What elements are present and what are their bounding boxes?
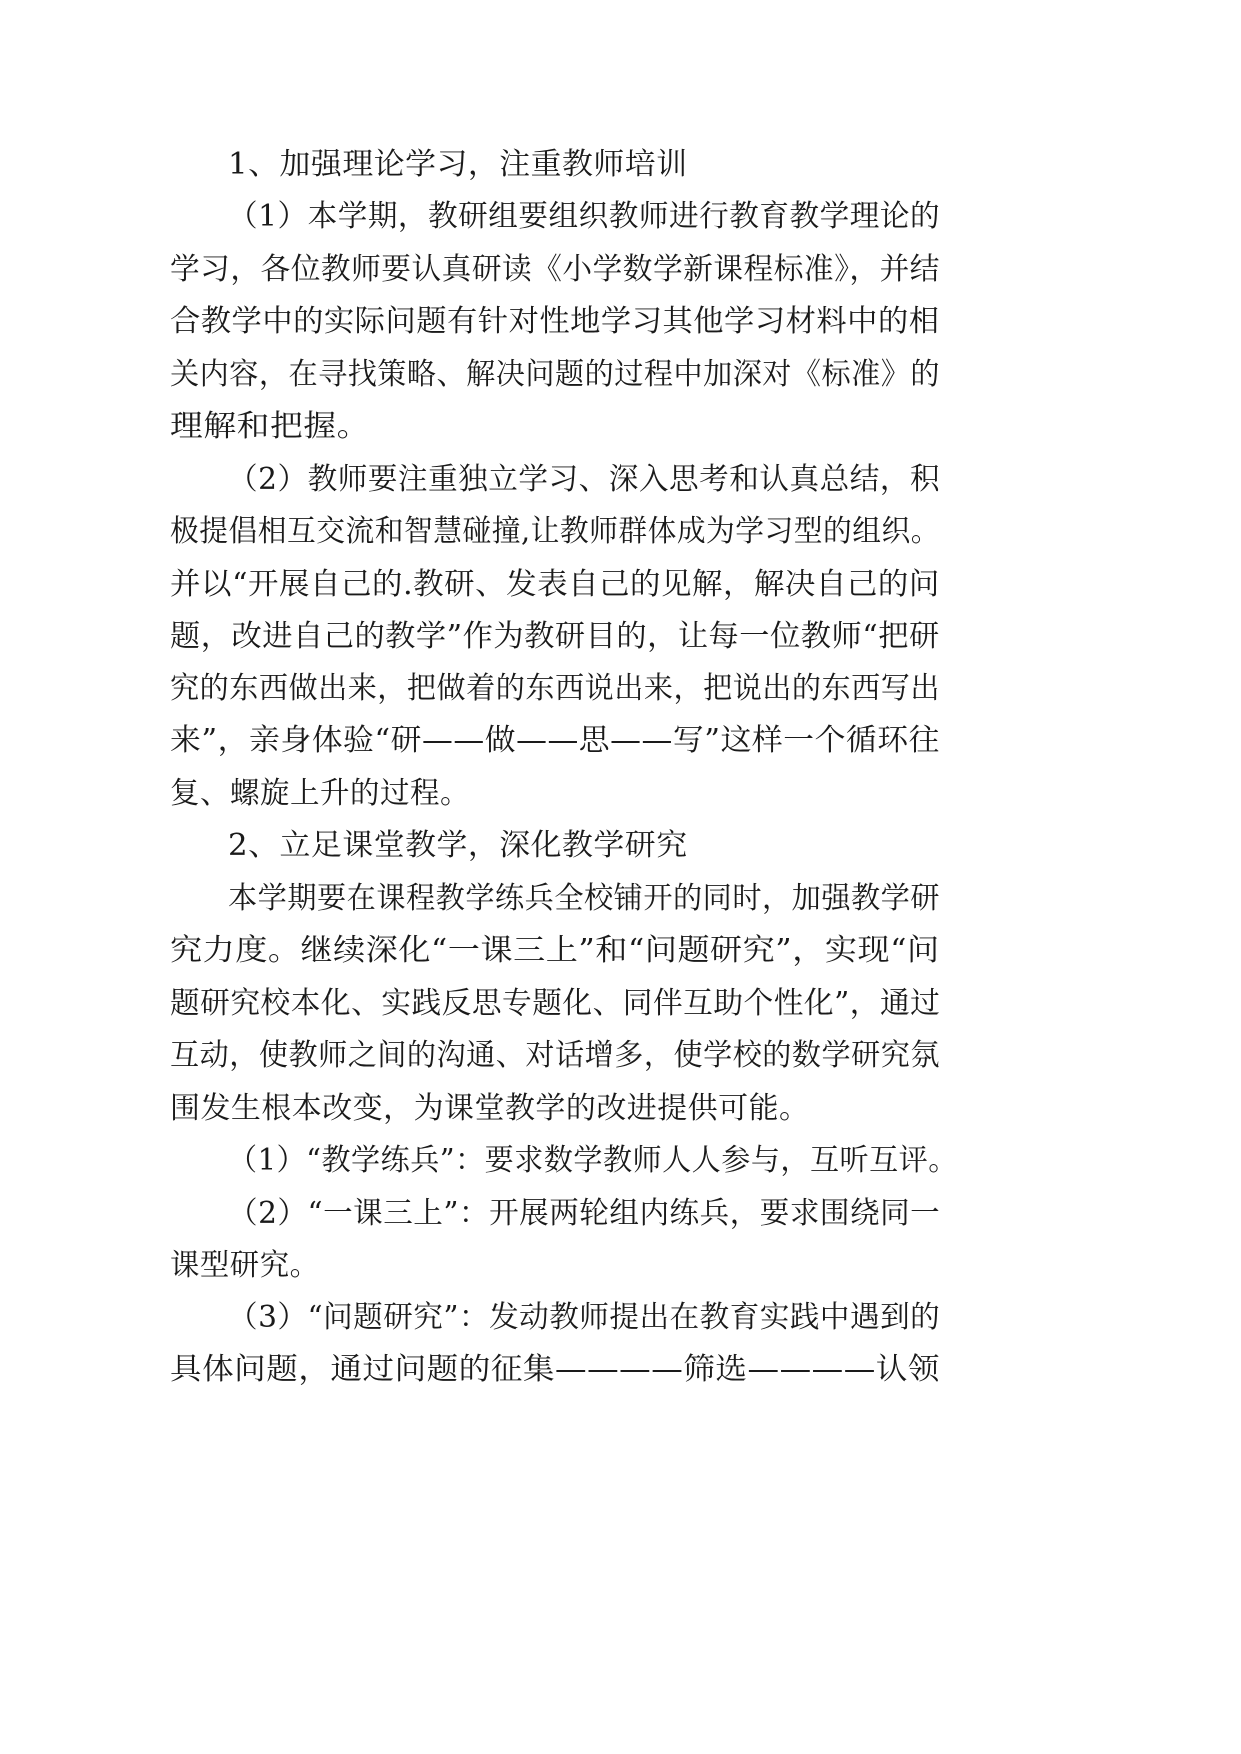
text-line: 理解和把握。: [170, 409, 371, 444]
text-line: 课型研究。: [170, 1248, 320, 1283]
text-line: 本学期要在课程教学练兵全校铺开的同时，加强教学研: [228, 881, 941, 916]
text-line: （1）“教学练兵”：要求数学教师人人参与，互听互评。: [228, 1143, 958, 1178]
text-line: 具体问题，通过问题的征集————筛选————认领: [170, 1352, 940, 1387]
text-line: 究力度。继续深化“一课三上”和“问题研究”，实现“问: [170, 933, 940, 968]
text-line: 极提倡相互交流和智慧碰撞,让教师群体成为学习型的组织。: [170, 514, 941, 549]
text-line: 并以“开展自己的.教研、发表自己的见解，解决自己的问: [170, 567, 940, 602]
text-line: 围发生根本改变，为课堂教学的改进提供可能。: [170, 1091, 810, 1126]
text-line: 来”，亲身体验“研——做——思——写”这样一个循环往: [170, 723, 940, 758]
text-line: （2）教师要注重独立学习、深入思考和认真总结，积: [228, 462, 941, 497]
text-line: 复、螺旋上升的过程。: [170, 776, 470, 811]
text-line: （3）“问题研究”：发动教师提出在教育实践中遇到的: [228, 1300, 941, 1335]
text-line: （2）“一课三上”：开展两轮组内练兵，要求围绕同一: [228, 1196, 941, 1231]
text-line: 2、立足课堂教学，深化教学研究: [228, 828, 688, 863]
text-line: 1、加强理论学习，注重教师培训: [228, 147, 688, 182]
text-line: （1）本学期，教研组要组织教师进行教育教学理论的: [228, 199, 941, 234]
text-line: 互动，使教师之间的沟通、对话增多，使学校的数学研究氛: [170, 1038, 941, 1073]
text-line: 合教学中的实际问题有针对性地学习其他学习材料中的相: [170, 304, 940, 339]
text-line: 题，改进自己的教学”作为教研目的，让每一位教师“把研: [170, 619, 940, 654]
text-line: 关内容，在寻找策略、解决问题的过程中加深对《标准》的: [170, 357, 941, 392]
text-line: 究的东西做出来，把做着的东西说出来，把说出的东西写出: [170, 671, 941, 706]
text-line: 题研究校本化、实践反思专题化、同伴互助个性化”，通过: [170, 986, 941, 1021]
text-line: 学习，各位教师要认真研读《小学数学新课程标准》，并结: [170, 252, 940, 287]
